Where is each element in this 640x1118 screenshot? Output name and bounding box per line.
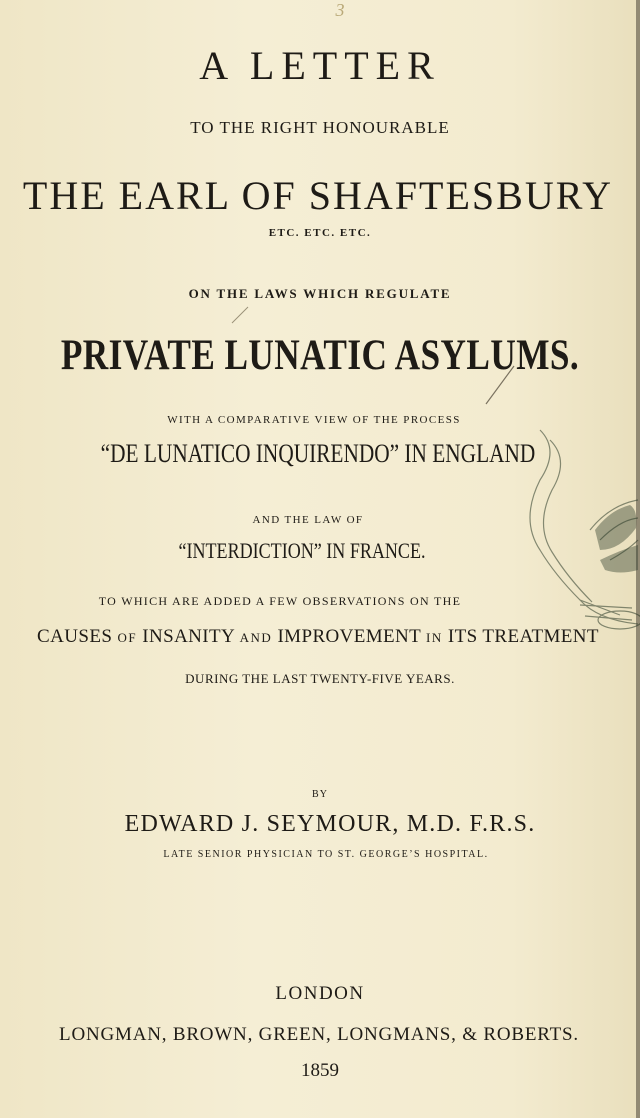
recipient-suffix: ETC. ETC. ETC. xyxy=(268,227,372,239)
page-number: 3 xyxy=(335,0,345,20)
causes-and: AND xyxy=(239,630,273,645)
publication-place: LONDON xyxy=(275,983,365,1004)
pencil-mark-icon xyxy=(230,305,250,325)
causes-word: CAUSES xyxy=(37,626,113,647)
publishers: LONGMAN, BROWN, GREEN, LONGMANS, & ROBERTS. xyxy=(59,1024,579,1045)
subject-intro: ON THE LAWS WHICH REGULATE xyxy=(188,286,452,301)
inquirendo-title: “DE LUNATICO INQUIRENDO” IN ENGLAND xyxy=(100,439,536,468)
author-name: EDWARD J. SEYMOUR, M.D. F.R.S. xyxy=(124,811,536,837)
observations-intro: TO WHICH ARE ADDED A FEW OBSERVATIONS ON THE xyxy=(98,594,462,608)
comparative-intro: WITH A COMPARATIVE VIEW OF THE PROCESS xyxy=(167,414,461,426)
subject-title: PRIVATE LUNATIC ASYLUMS. xyxy=(60,332,580,379)
causes-of: OF xyxy=(117,630,138,645)
causes-treatment: ITS TREATMENT xyxy=(447,626,599,647)
causes-insanity: INSANITY xyxy=(142,626,235,647)
library-stamp-icon xyxy=(480,410,640,660)
title-heading: A LETTER xyxy=(199,43,441,88)
law-intro: AND THE LAW OF xyxy=(252,514,364,526)
author-affiliation: LATE SENIOR PHYSICIAN TO ST. GEORGE’S HOSPITAL. xyxy=(163,849,489,860)
recipient-name: THE EARL OF SHAFTESBURY xyxy=(22,173,614,218)
causes-improvement: IMPROVEMENT xyxy=(277,626,421,647)
interdiction-title: “INTERDICTION” IN FRANCE. xyxy=(178,538,426,563)
pencil-slash-icon xyxy=(480,360,520,410)
publication-year: 1859 xyxy=(301,1060,339,1081)
during-years: DURING THE LAST TWENTY-FIVE YEARS. xyxy=(185,671,455,686)
recipient-prefix: TO THE RIGHT HONOURABLE xyxy=(190,118,450,137)
causes-in: IN xyxy=(426,630,443,645)
by-label: BY xyxy=(312,789,328,800)
